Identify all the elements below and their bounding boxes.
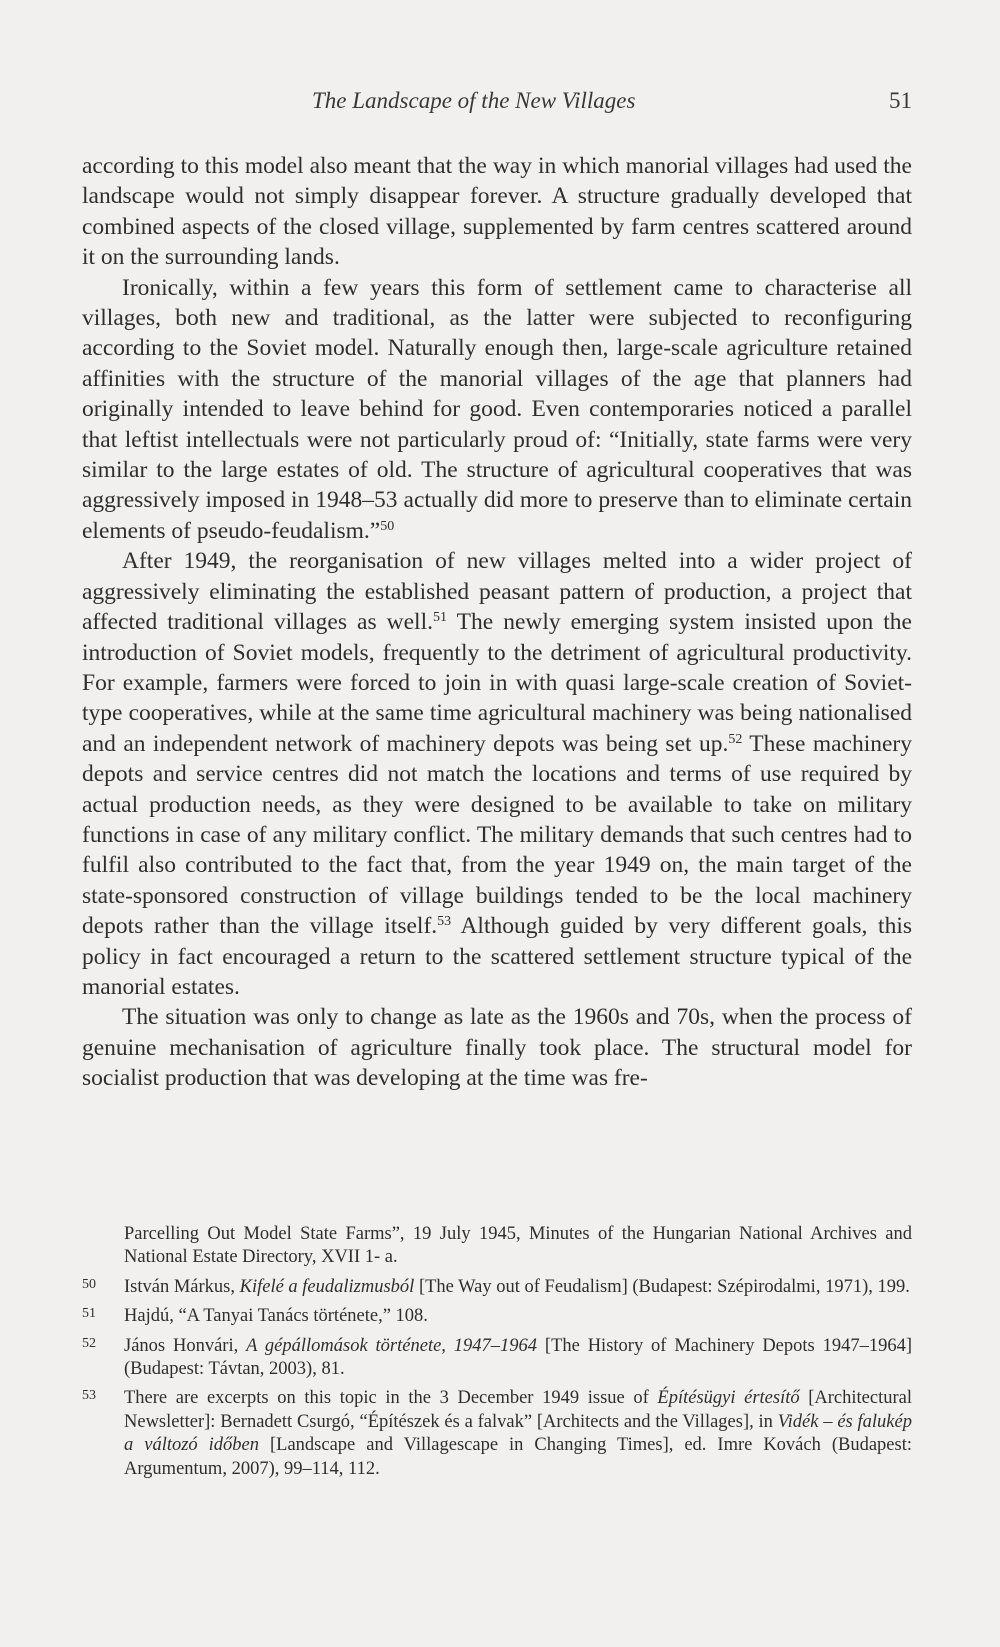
footnote-ref-50[interactable]: 50: [380, 518, 395, 534]
paragraph-3-text-a: After 1949, the reorganisation of new villages melted into a wider project of aggressively eliminating the established peasant pattern of production, a project that affected traditional villages as well.: [82, 548, 912, 636]
paragraph-1: according to this model also meant that the way in which manorial villages had used the landscape would not simply disappear forever. A structure gradually developed that combined aspects of the closed village, supplemented by farm centres scattered around it on the surrounding lands.: [82, 153, 912, 271]
running-title: The Landscape of the New Villages: [312, 88, 636, 113]
footnote-text: [Architectural Newsletter]: Bernadett Csurgó, “Építészek és a falvak” [Architects and the Villages], in: [124, 1388, 912, 1432]
paragraph-4: The situation was only to change as late as the 1960s and 70s, when the process of genuine mechanisation of agriculture finally took place. The structural model for socialist production that was developing at the time was fre-: [82, 1004, 912, 1092]
footnote-continuation: Parcelling Out Model State Farms”, 19 July 1945, Minutes of the Hungarian National Archives and National Estate Directory, XVII 1- a.: [124, 1224, 912, 1268]
paragraph-3-text-c: These machinery depots and service centres did not match the locations and terms of use required by actual production needs, as they were designed to be available to take on military functions in case of any military conflict. The military demands that such centres had to fulfil also contributed to the fact that, from the year 1949 on, the main target of the state-sponsored construction of village buildings tended to be the local machinery depots rather than the village itself.: [82, 730, 912, 940]
page-number: 51: [889, 88, 912, 113]
footnote-text: [The History of Machinery Depots 1947–1964] (Budapest: Távtan, 2003), 81.: [124, 1335, 913, 1380]
footnote-ref-52[interactable]: 52: [728, 731, 743, 747]
footnote-53: [82, 1387, 912, 1481]
footnote-51: [82, 1305, 912, 1328]
footnote-text: [Landscape and Villagescape in Changing Times], ed. Imre Kovách (Budapest: Argumentum, 2007), 99–114, 112.: [124, 1435, 912, 1479]
footnote-title: A gépállomások története, 1947–1964: [246, 1335, 538, 1356]
footnote-number: 52: [82, 1335, 96, 1351]
paragraph-3-text-b: The newly emerging system insisted upon the introduction of Soviet models, frequently to the detriment of agricultural productivity. For example, farmers were forced to join in with quasi large-scale creation of Soviet-type cooperatives, while at the same time agricultural machinery was being nationalised and an independent network of machinery depots was being set up.: [82, 609, 912, 757]
footnote-number: 53: [82, 1388, 96, 1404]
footnote-52: [82, 1335, 912, 1382]
footnote-text: [The Way out of Feudalism] (Budapest: Szépirodalmi, 1971), 199.: [414, 1276, 910, 1297]
footnote-text: There are excerpts on this topic in the 3 December 1949 issue of: [124, 1388, 658, 1409]
footnote-text: János Honvári,: [124, 1335, 247, 1356]
paragraph-3-text-d: Although guided by very different goals, this policy in fact encouraged a return to the scattered settlement structure typical of the manorial estates.: [82, 913, 912, 1000]
footnote-title: Vidék – és falukép a változó időben: [124, 1411, 912, 1456]
footnote-ref-53[interactable]: 53: [437, 914, 452, 930]
footnote-text: Hajdú, “A Tanyai Tanács története,” 108.: [124, 1306, 428, 1327]
paragraph-3: [82, 546, 912, 1002]
paragraph-2-text: Ironically, within a few years this form of settlement came to characterise all villages, both new and traditional, as the latter were subjected to reconfiguring according to the Soviet model. Naturally enough then, large-scale agriculture retained affinities with the structure of the manorial villages of the age that planners had originally intended to leave behind for good. Even contemporaries noticed a parallel that leftist intellectuals were not particularly proud of: “Initially, state farms were very similar to the large estates of old. The structure of agricultural cooperatives that was aggressively imposed in 1948–53 actually did more to preserve than to eliminate certain elements of pseudo-feudalism.”: [82, 274, 912, 544]
footnote-ref-51[interactable]: 51: [433, 610, 447, 626]
footnote-number: 50: [82, 1276, 96, 1292]
page-header: [82, 88, 912, 128]
body-text: [82, 151, 912, 1094]
footnote-title: Kifelé a feudalizmusból: [239, 1276, 415, 1297]
footnote-title: Építésügyi értesítő: [657, 1388, 800, 1409]
footnote-number: 51: [82, 1306, 96, 1322]
footnotes: [82, 1223, 912, 1487]
paragraph-2: [82, 273, 912, 547]
footnote-50: [82, 1276, 912, 1299]
footnote-text: István Márkus,: [124, 1276, 240, 1297]
